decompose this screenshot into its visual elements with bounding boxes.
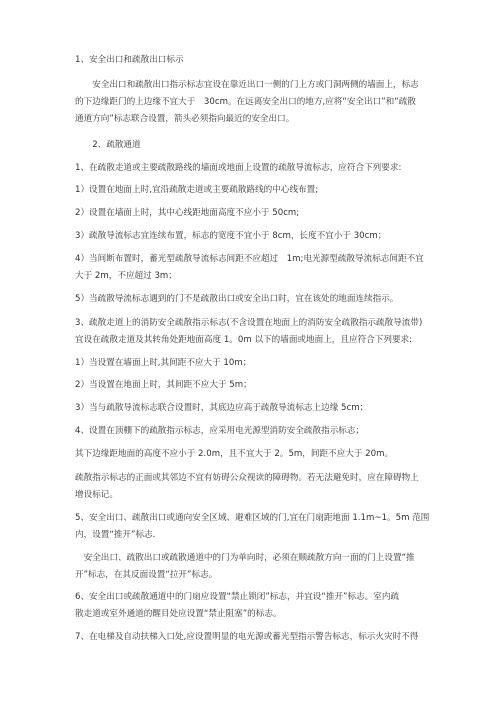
text-line: 的下边缘距门的上边缘不宜大于 30cm。在远离安全出口的地方,应将“安全出口”和“疏散 [75,97,416,107]
paragraph-exit-placement [75,77,425,128]
text-line: 散走道或室外通道的醒目处应设置“禁止阻塞”的标志。 [75,609,282,619]
text-line: 疏散指示标志的正面或其邻边不宜有妨碍公众视读的障碍物。若无法避免时，应在障碍物上 [75,473,419,483]
paragraph-item-1-2 [75,205,425,222]
text-line: 安全出口和疏散出口指示标志宜设在靠近出口一侧的门上方或门洞两侧的墙面上，标志 [75,80,419,90]
paragraph-item-3-1 [75,355,425,372]
text-line: 宜设在疏散走道及其转角处距地面高度 1。0m 以下的墙面或地面上，且应符合下列要求: [75,335,413,345]
text-line: 5）当疏散导流标志遇到的门不是疏散出口或安全出口时，宜在该处的地面连续指示。 [75,294,399,304]
paragraph-item-3 [75,315,425,349]
text-line: 开”标志，在其反面设置“拉开”标志。 [75,570,218,580]
text-line: 2）设置在墙面上时，其中心线距地面高度不应小于 50cm; [75,208,300,218]
text-line: 4、设置在顶棚下的疏散指示标志，应采用电光源型消防安全疏散指示标志； [75,426,365,436]
paragraph-item-1 [75,160,425,177]
paragraph-item-5 [75,510,430,544]
text-line: 1、安全出口和疏散出口标示 [75,55,184,65]
paragraph-item-4-height [75,446,425,463]
paragraph-item-7 [75,629,425,646]
text-line: 5、安全出口、疏散出口或通向安全区域、避难区域的门,宜在门扇距地面 1.1m~1。5m 范围 [75,513,430,523]
paragraph-one-way-doors [75,550,425,584]
text-line: 其下边缘距地面的高度不应小于 2.0m，且不宜大于 2。5m，间距不应大于 20m。 [75,449,394,459]
paragraph-item-3-3 [75,400,425,417]
text-line: 7、在电梯及自动扶梯入口处,应设置明显的电光源或蓄光型指示警告标志，标示火灾时不得 [75,632,419,642]
text-line: 3、疏散走道上的消防安全疏散指示标志(不含设置在地面上的消防安全疏散指示疏散导流带) [75,318,423,328]
text-line: 大于 2m，不应超过 3m； [75,271,177,281]
text-line: 1）设置在地面上时,宜沿疏散走道或主要疏散路线的中心线布置; [75,185,319,195]
paragraph-obstruction [75,470,425,504]
text-line: 3）当与疏散导流标志联合设置时，其底边应高于疏散导流标志上边缘 5cm； [75,403,369,413]
text-line: 1）当设置在墙面上时,其间距不应大于 10m； [75,358,252,368]
heading-exit-signs [75,52,425,69]
paragraph-item-1-3 [75,228,425,245]
text-line: 增设标记。 [75,490,118,500]
text-line: 2）当设置在地面上时，其间距不应大于 5m； [75,380,252,390]
text-line: 1、在疏散走道或主要疏散路线的墙面或地面上设置的疏散导流标志，应符合下列要求: [75,163,402,173]
paragraph-item-1-4 [75,251,425,285]
paragraph-item-6 [75,589,425,623]
text-line: 2、疏散通道 [75,140,141,150]
text-line: 4）当间断布置时，蓄光型疏散导流标志间距不应超过 1m;电光源型疏散导流标志间距不宜 [75,254,424,264]
text-line: 6、安全出口或疏散通道中的门扇应设置“禁止锁闭”标志，并宜设“推开”标志。室内疏 [75,592,400,602]
text-line: 安全出口、疏散出口或疏散通道中的门为单向时，必须在顺疏散方向一面的门上设置“推 [75,553,415,563]
paragraph-item-1-1 [75,182,425,199]
paragraph-item-4 [75,423,425,440]
paragraph-item-3-2 [75,377,425,394]
heading-evacuation-route [75,137,425,154]
text-line: 通道方向”标志联合设置，箭头必须指向最近的安全出口。 [75,114,295,124]
paragraph-item-1-5 [75,291,425,308]
text-line: 3）疏散导流标志宜连续布置，标志的宽度不宜小于 8cm，长度不宜小于 30cm； [75,231,387,241]
text-line: 内，设置“推开”标志. [75,530,156,540]
